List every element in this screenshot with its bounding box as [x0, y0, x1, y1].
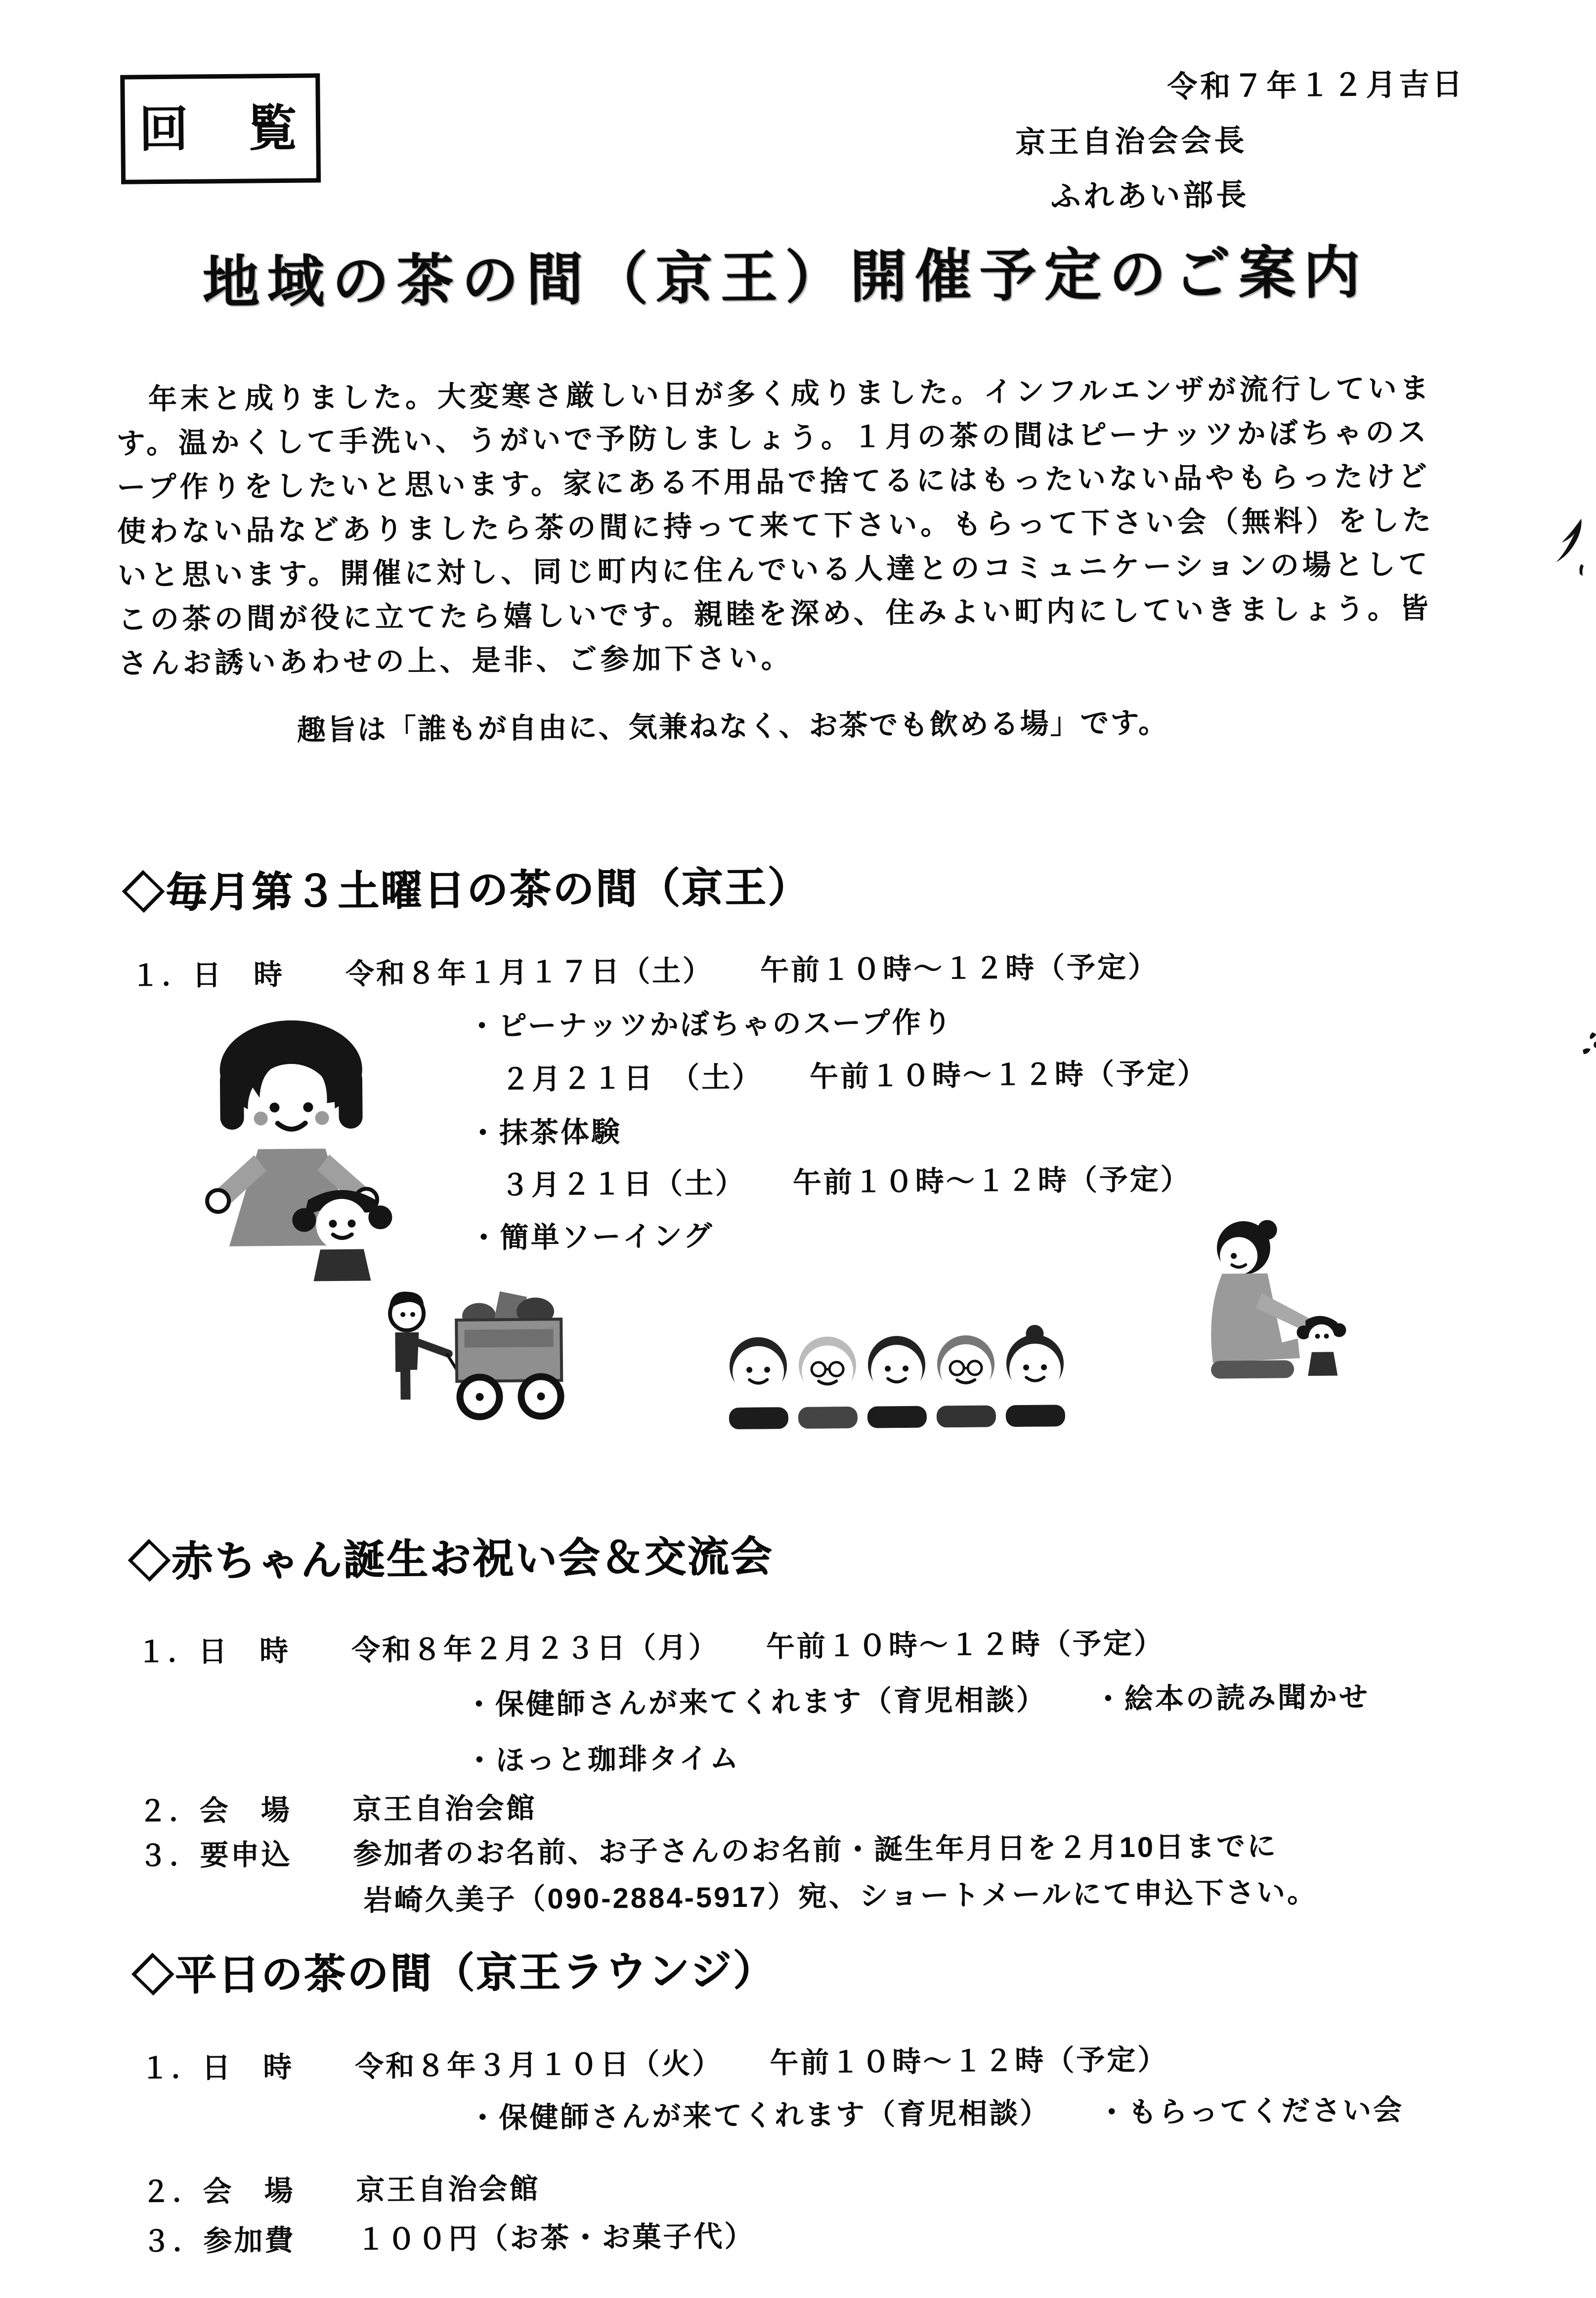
schedule-row: ３．要申込 参加者のお名前、お子さんのお名前・誕生年月日を２月10日までに	[138, 1830, 1278, 1872]
schedule-row: ３．参加費 １００円（お茶・お菓子代）	[142, 2220, 755, 2258]
schedule-row: ３月２１日（土） 午前１０時～１２時（予定）	[500, 1163, 1192, 1202]
intro-line: いと思います。開催に対し、同じ町内に住んでいる人達とのコミュニケーションの場として	[117, 548, 1431, 592]
intro-line: 使わない品などありましたら茶の間に持って来て下さい。もらって下さい会（無料）をした	[117, 504, 1435, 548]
section-2-heading: ◇赤ちゃん誕生お祝い会＆交流会	[128, 1533, 774, 1585]
schedule-row: ・ほっと珈琲タイム	[465, 1742, 741, 1777]
schedule-row: ・保健師さんが来てくれます（育児相談） ・もらってください会	[468, 2094, 1404, 2134]
intro-line: この茶の間が役に立てたら嬉しいです。親睦を深め、住みよい町内にしていきましょう。皆	[118, 592, 1432, 636]
boy-truck-illustration	[377, 1257, 601, 1452]
schedule-row: ・抹茶体験	[468, 1115, 622, 1149]
schedule-row: ・保健師さんが来てくれます（育児相談） ・絵本の読み聞かせ	[464, 1680, 1370, 1721]
schedule-row: ２．会 場 京王自治会館	[138, 1792, 537, 1828]
circulation-stamp-label: 回 覧	[138, 100, 302, 157]
schedule-row: １．日 時 令和８年３月１０日（火） 午前１０時～１２時（予定）	[140, 2043, 1168, 2085]
elder-faces-illustration	[723, 1278, 1071, 1429]
schedule-row: ・ピーナッツかぼちゃのスープ作り	[467, 1006, 954, 1043]
schedule-row: 岩崎久美子（090-2884-5917）宛、ショートメールにて申込下さい。	[363, 1876, 1318, 1917]
sender-fureai-chief: ふれあい部長	[1050, 177, 1250, 214]
mother-daughter-illustration	[192, 1010, 402, 1288]
section-3-heading: ◇平日の茶の間（京王ラウンジ）	[131, 1946, 776, 1999]
scan-artifact	[1552, 515, 1587, 579]
intro-line: 年末と成りました。大変寒さ厳しい日が多く成りました。インフルエンザが流行していま	[116, 372, 1432, 416]
sender-association-chief: 京王自治会会長	[1015, 123, 1248, 159]
schedule-row: ２．会 場 京王自治会館	[141, 2172, 540, 2209]
schedule-row: ２月２１日 （土） 午前１０時～１２時（予定）	[501, 1057, 1208, 1096]
issue-date: 令和７年１２月吉日	[1167, 67, 1466, 104]
circulation-stamp	[120, 73, 321, 184]
section-1-heading: ◇毎月第３土曜日の茶の間（京王）	[122, 863, 811, 916]
schedule-row: ・簡単ソーイング	[469, 1220, 714, 1254]
scan-artifact	[1578, 1030, 1596, 1060]
intro-line: す。温かくして手洗い、うがいで予防しましょう。１月の茶の間はピーナッツかぼちゃのス	[116, 416, 1430, 460]
purpose-line: 趣旨は「誰もが自由に、気兼ねなく、お茶でも飲める場」です。	[297, 707, 1169, 747]
woman-child-illustration	[1182, 1211, 1352, 1435]
schedule-row: １．日 時 令和８年１月１７日（土） 午前１０時～１２時（予定）	[130, 951, 1159, 992]
intro-line: さんお誘いあわせの上、是非、ご参加下さい。	[118, 641, 793, 680]
intro-line: ープ作りをしたいと思います。家にある不用品で捨てるにはもったいない品やもらったけど	[117, 460, 1431, 504]
page-title: 地域の茶の間（京王）開催予定のご案内	[202, 241, 1369, 315]
schedule-row: １．日 時 令和８年２月２３日（月） 午前１０時～１２時（予定）	[136, 1627, 1165, 1669]
